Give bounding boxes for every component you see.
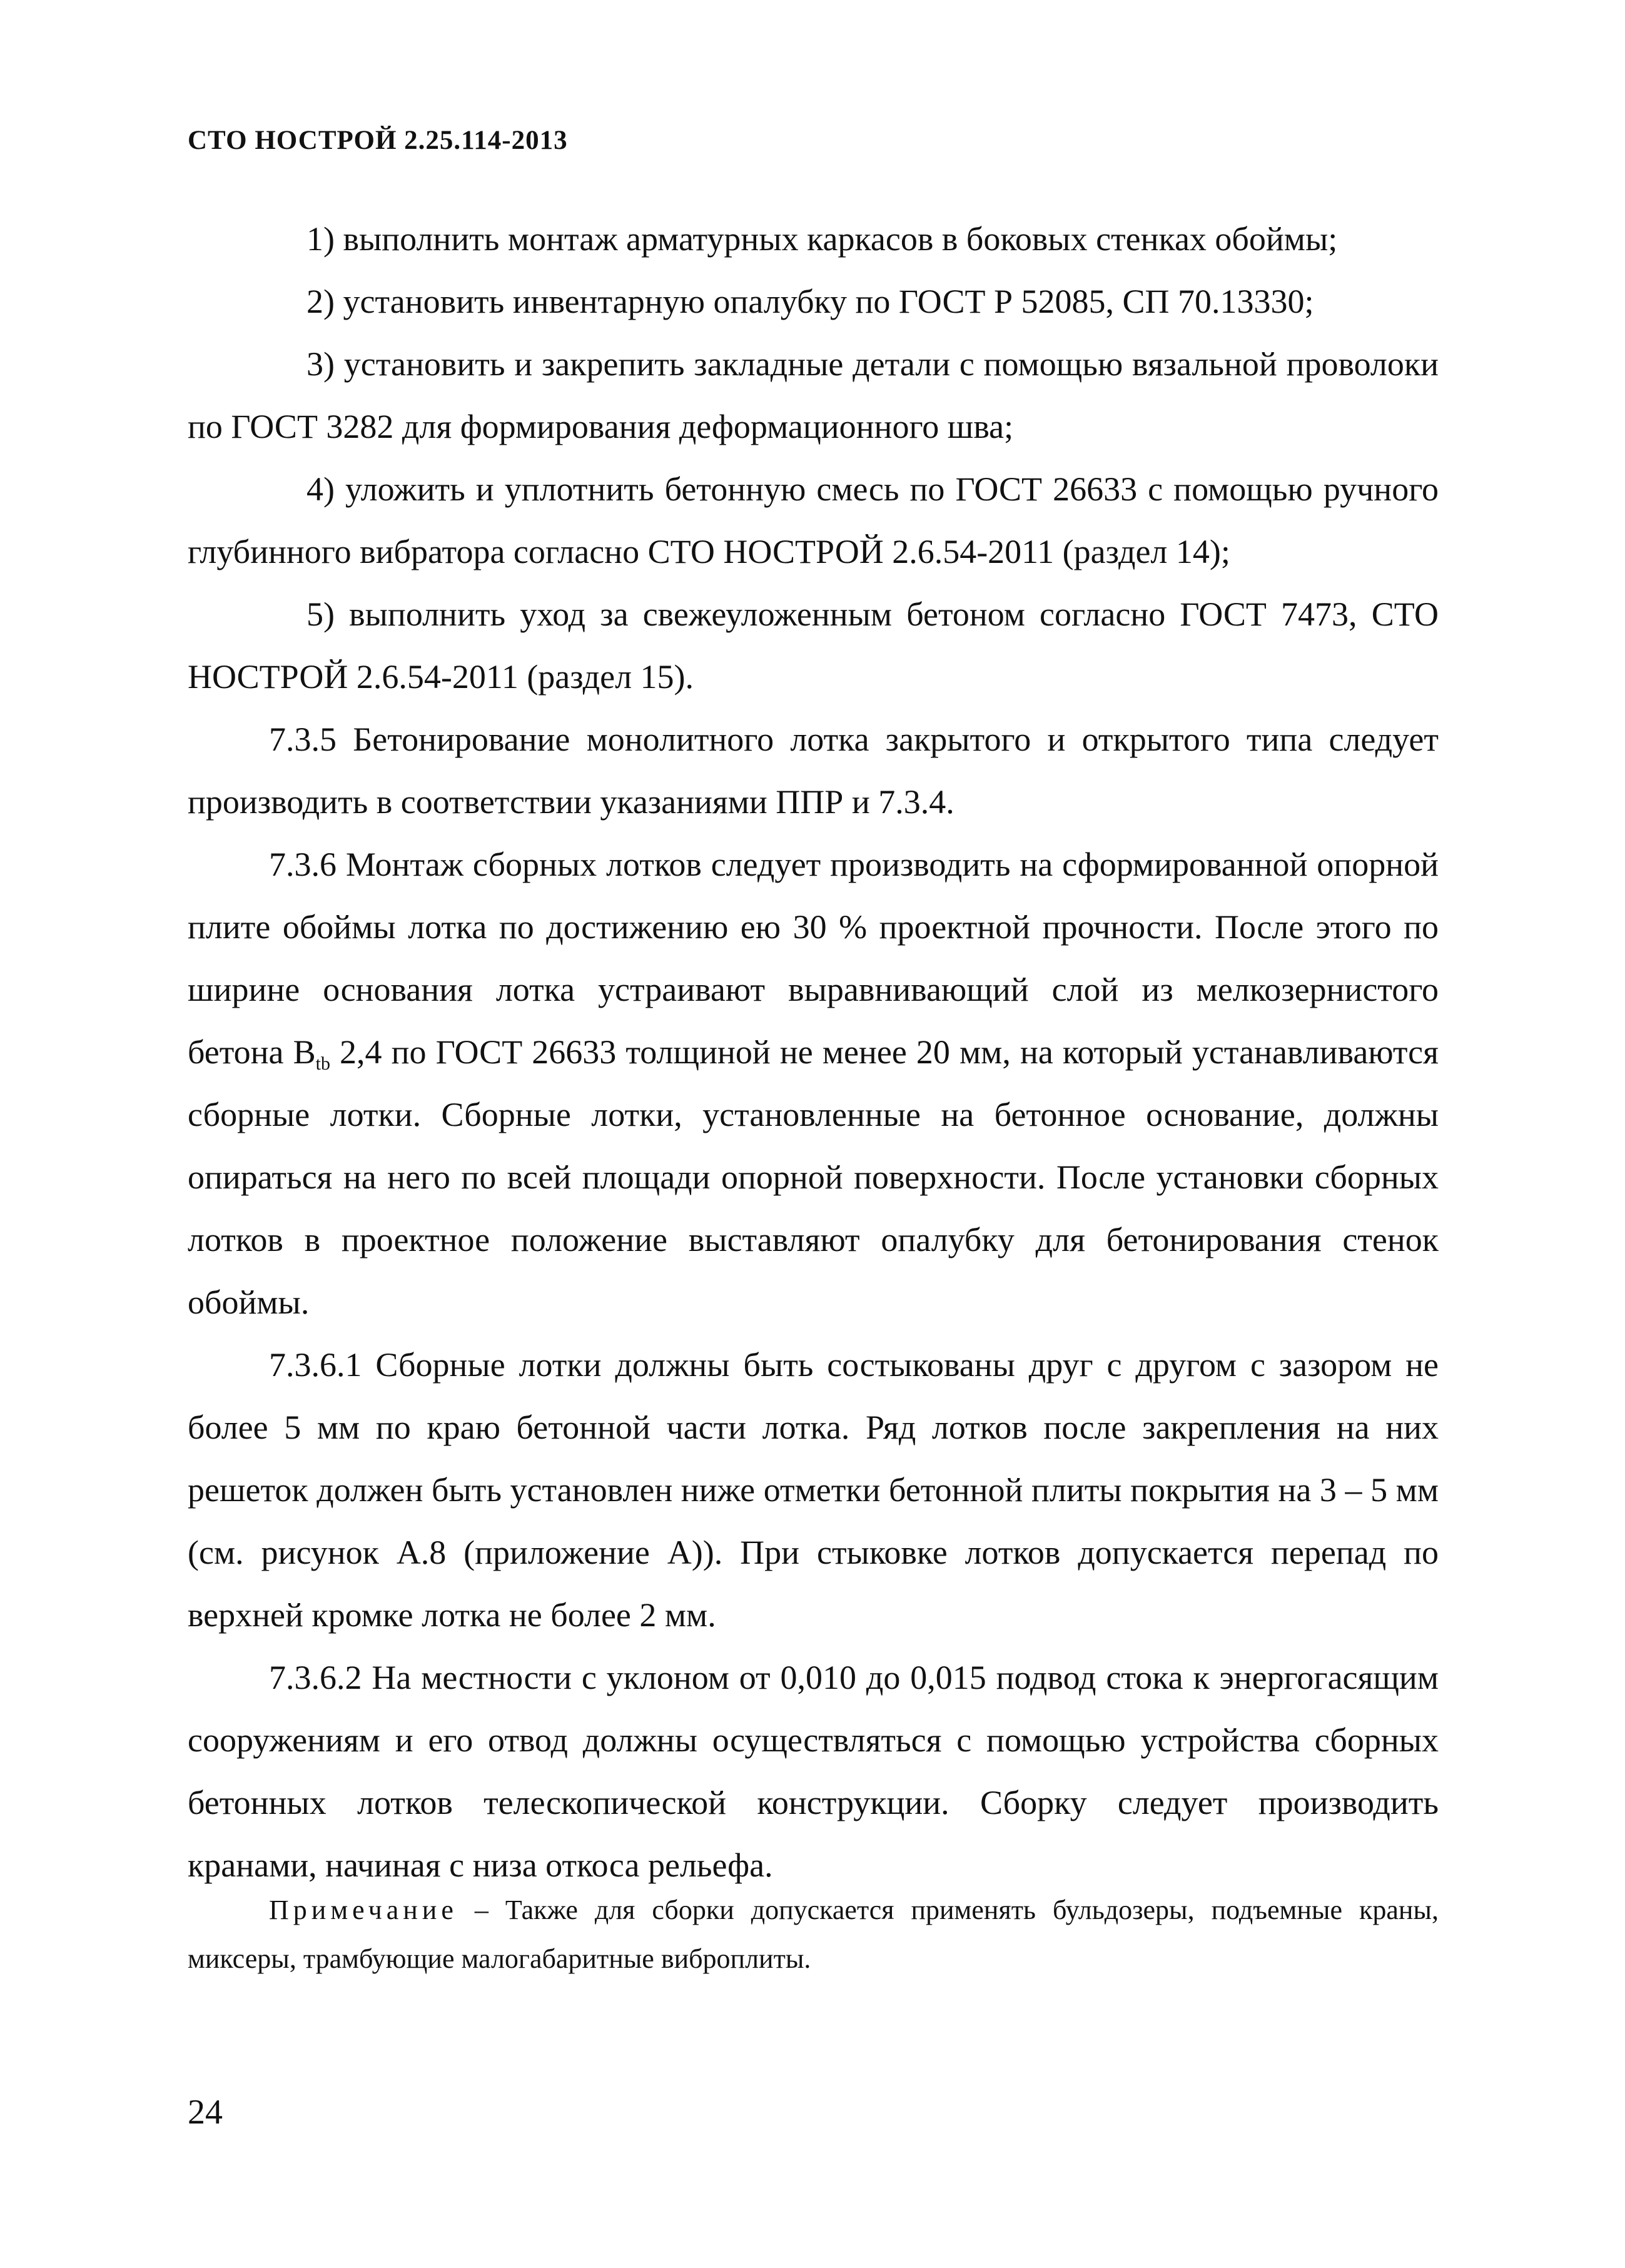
paragraph-7-3-6-part1: 7.3.6 Монтаж сборных лотков следует производить на сформированной опорной плите обоймы лотка по достижению ею 30 % проектной прочности. После этого по ширине основания лотка устраивают выравнивающий слой из мелкозернистого бетона B [188, 846, 1439, 1071]
list-item: 5) выполнить уход за свежеуложенным бетоном согласно ГОСТ 7473, СТО НОСТРОЙ 2.6.54-2011 (раздел 15). [188, 595, 1439, 696]
note-text: – Также для сборки допускается применять бульдозеры, подъемные краны, миксеры, трамбующие малогабаритные виброплиты. [188, 1895, 1439, 1974]
paragraph-7-3-6-part2: 2,4 по ГОСТ 26633 толщиной не менее 20 мм, на который устанавливаются сборные лотки. Сборные лотки, установленные на бетонное основание, должны опираться на него по всей площади опорной поверхности. После установки сборных лотков в проектное положение выставляют опалубку для бетонирования стенок обоймы. [188, 1033, 1439, 1321]
list-item: 1) выполнить монтаж арматурных каркасов в боковых стенках обоймы; [306, 220, 1338, 258]
paragraph-7-3-6-2: 7.3.6.2 На местности с уклоном от 0,010 до 0,015 подвод стока к энергогасящим сооружениям и его отвод должны осуществляться с помощью устройства сборных бетонных лотков телескопической конструкции. Сборку следует производить кранами, начиная с низа откоса рельефа. [188, 1659, 1439, 1884]
note [188, 1886, 1439, 1983]
list-item: 3) установить и закрепить закладные детали с помощью вязальной проволоки по ГОСТ 3282 для формирования деформационного шва; [188, 345, 1439, 445]
paragraph-7-3-5: 7.3.5 Бетонирование монолитного лотка закрытого и открытого типа следует производить в соответствии указаниями ППР и 7.3.4. [188, 721, 1439, 821]
document-body [188, 208, 1439, 1896]
list-item: 2) установить инвентарную опалубку по ГОСТ Р 52085, СП 70.13330; [306, 283, 1314, 320]
paragraph-7-3-6-1: 7.3.6.1 Сборные лотки должны быть состыкованы друг с другом с зазором не более 5 мм по краю бетонной части лотка. Ряд лотков после закрепления на них решеток должен быть установлен ниже отметки бетонной плиты покрытия на 3 – 5 мм (см. рисунок А.8 (приложение А)). При стыковке лотков допускается перепад по верхней кромке лотка не более 2 мм. [188, 1346, 1439, 1634]
list-item: 4) уложить и уплотнить бетонную смесь по ГОСТ 26633 с помощью ручного глубинного вибратора согласно СТО НОСТРОЙ 2.6.54-2011 (раздел 14); [188, 470, 1439, 570]
document-header: СТО НОСТРОЙ 2.25.114-2013 [188, 126, 568, 155]
page-number: 24 [188, 2093, 223, 2132]
note-label: Примечание [269, 1895, 458, 1925]
paragraph-7-3-6 [188, 833, 1439, 1334]
concrete-class-subscript: tb [315, 1053, 330, 1074]
